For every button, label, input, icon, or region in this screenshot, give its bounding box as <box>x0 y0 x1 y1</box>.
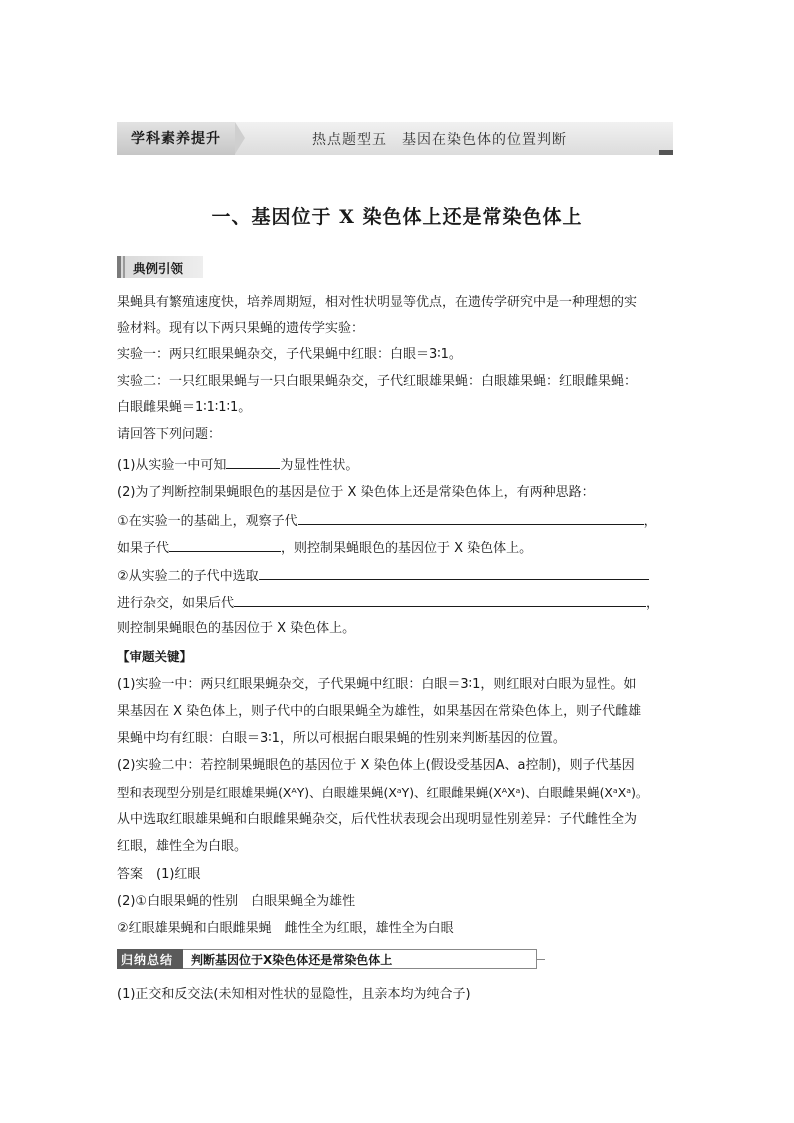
answer-blank[interactable] <box>298 511 644 525</box>
tag-bar-icon-secondary <box>123 256 125 278</box>
question-2-b <box>117 538 532 558</box>
summary-tag-tail <box>537 959 545 960</box>
question-2-d <box>117 593 659 613</box>
question-2-d-text: 进行杂交，如果后代 <box>117 596 235 611</box>
intro-line-1: 果蝇具有繁殖速度快，培养周期短，相对性状明显等优点，在遗传学研究中是一种理想的实 <box>117 295 638 310</box>
experiment-2-line-1: 实验二：一只红眼果蝇与一只白眼果蝇杂交，子代红眼雄果蝇：白眼雄果蝇：红眼雌果蝇： <box>117 374 638 389</box>
tag-bar-icon <box>117 256 121 278</box>
example-tag <box>117 256 203 278</box>
question-2-a-suffix: ， <box>643 514 657 529</box>
question-2-e: 则控制果蝇眼色的基因位于 X 染色体上。 <box>117 621 356 636</box>
section-banner <box>117 122 673 155</box>
summary-tag-label: 归纳总结 <box>121 953 174 967</box>
answer-blank[interactable] <box>169 538 281 552</box>
answer-blank[interactable] <box>234 593 646 607</box>
question-2-b-suffix: ，则控制果蝇眼色的基因位于 X 染色体上。 <box>281 541 533 556</box>
answer-blank[interactable] <box>259 566 649 580</box>
analysis-1-line-2: 果基因在 X 染色体上，则子代中的白眼果蝇全为雄性，如果基因在常染色体上，则子代雌雄 <box>117 704 642 719</box>
answer-blank[interactable] <box>226 455 280 469</box>
question-2-c-text: ②从实验二的子代中选取 <box>117 569 259 584</box>
question-2-a <box>117 511 657 531</box>
example-tag-label: 典例引领 <box>133 261 184 276</box>
analysis-2-line-3: 从中选取红眼雄果蝇和白眼雌果蝇杂交，后代性状表现会出现明显性别差异：子代雌性全为 <box>117 812 638 827</box>
page-title: 一、基因位于 X 染色体上还是常染色体上 <box>211 206 583 228</box>
analysis-1-line-1: (1)实验一中：两只红眼果蝇杂交，子代果蝇中红眼：白眼＝3∶1，则红眼对白眼为显性。如 <box>117 677 637 692</box>
question-2-c <box>117 566 649 586</box>
answer-line-3: ②红眼雄果蝇和白眼雌果蝇 雌性全为红眼，雄性全为白眼 <box>117 921 454 936</box>
question-1 <box>117 455 358 475</box>
intro-line-2: 验材料。现有以下两只果蝇的遗传学实验： <box>117 321 365 336</box>
question-2-b-text: 如果子代 <box>117 541 170 556</box>
answer-line-1: 答案 (1)红眼 <box>117 867 201 882</box>
question-2: (2)为了判断控制果蝇眼色的基因是位于 X 染色体上还是常染色体上，有两种思路： <box>117 485 595 500</box>
answer-line-2: (2)①白眼果蝇的性别 白眼果蝇全为雄性 <box>117 894 356 909</box>
question-2-d-suffix: ， <box>646 596 660 611</box>
analysis-2-line-4: 红眼，雄性全为白眼。 <box>117 839 248 854</box>
banner-corner-mark <box>659 150 673 155</box>
method-1: (1)正交和反交法(未知相对性状的显隐性，且亲本均为纯合子) <box>117 987 471 1002</box>
banner-arrow-icon <box>235 122 245 154</box>
section-label: 学科素养提升 <box>131 131 221 147</box>
topic-title: 热点题型五 基因在染色体的位置判断 <box>312 132 567 148</box>
question-1-suffix: 为显性性状。 <box>280 458 359 473</box>
question-1-text: (1)从实验一中可知 <box>117 458 227 473</box>
experiment-1: 实验一：两只红眼果蝇杂交，子代果蝇中红眼：白眼＝3∶1。 <box>117 347 462 362</box>
analysis-2-line-2: 型和表现型分别是红眼雄果蝇(XᴬY)、白眼雄果蝇(XᵃY)、红眼雌果蝇(XᴬXᵃ)、白眼雌果蝇(XᵃXᵃ)。 <box>117 785 649 800</box>
experiment-2-line-2: 白眼雌果蝇＝1∶1∶1∶1。 <box>117 400 252 415</box>
analysis-2-line-1: (2)实验二中：若控制果蝇眼色的基因位于 X 染色体上(假设受基因A、a控制)，则子代基因 <box>117 758 635 773</box>
summary-title: 判断基因位于X染色体还是常染色体上 <box>191 953 393 967</box>
summary-tag-block <box>117 949 183 969</box>
question-prompt: 请回答下列问题： <box>117 427 222 442</box>
question-2-a-text: ①在实验一的基础上，观察子代 <box>117 514 298 529</box>
analysis-heading: 【审题关键】 <box>117 649 193 664</box>
analysis-1-line-3: 果蝇中均有红眼：白眼＝3∶1，所以可根据白眼果蝇的性别来判断基因的位置。 <box>117 731 566 746</box>
